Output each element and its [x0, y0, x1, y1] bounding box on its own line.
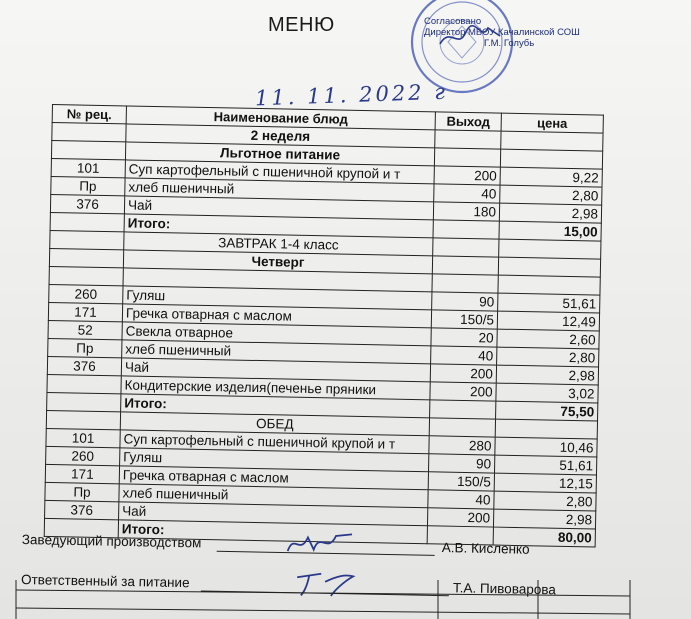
total-label: Итого:: [124, 214, 433, 238]
col-header-price: цена: [501, 113, 603, 133]
dish-name: Чай: [119, 502, 428, 526]
dish-output: 150/5: [428, 472, 494, 491]
dish-output: 200: [434, 166, 500, 185]
dish-output: 40: [434, 184, 500, 203]
dish-price: 2,80: [500, 185, 602, 205]
section-title: Льготное питание: [125, 142, 434, 166]
dish-output: 90: [432, 292, 498, 311]
dish-price: 2,98: [499, 203, 601, 223]
dish-price: 2,98: [493, 509, 595, 529]
dish-price: 2,80: [497, 347, 599, 367]
dish-name: хлеб пшеничный: [119, 484, 428, 508]
dish-output: 40: [431, 346, 497, 365]
menu-date: 11. 11. 2022 г: [254, 79, 449, 111]
dish-name: Суп картофельный с пшеничной крупой и т: [120, 430, 429, 454]
dish-name: Чай: [121, 358, 430, 382]
dish-output: 200: [430, 382, 496, 401]
dish-output: 280: [429, 436, 495, 455]
manager-row: [22, 532, 202, 555]
recipe-code: 171: [45, 464, 119, 483]
meal-title: ЗАВТРАК 1-4 класс: [124, 232, 433, 256]
dish-output: 150/5: [431, 310, 497, 329]
col-header-output: Выход: [435, 112, 501, 131]
total-value: 15,00: [499, 221, 601, 241]
dish-output: 40: [428, 490, 494, 509]
col-header-code: № рец.: [52, 105, 126, 124]
total-value: 80,00: [493, 527, 595, 547]
dish-price: 9,22: [500, 167, 602, 187]
dish-price: 2,60: [497, 329, 599, 349]
dish-name: Гречка отварная с маслом: [119, 466, 428, 490]
recipe-code: 260: [49, 284, 123, 303]
approval-line-2: Директор МБОУ Качалинской СОШ: [424, 27, 580, 38]
recipe-code: 101: [51, 158, 125, 177]
responsible-label: Ответственный за питание: [20, 571, 190, 591]
approval-line-3: Г.М. Голубь: [484, 38, 535, 49]
col-header-name: Наименование блюд: [126, 106, 435, 130]
recipe-code: Пр: [51, 176, 125, 195]
dish-price: 12,15: [494, 473, 596, 493]
bottom-table-lines: [0, 580, 691, 619]
total-value: 75,50: [496, 401, 598, 421]
dish-name: хлеб пшеничный: [122, 340, 431, 364]
dish-name: хлеб пшеничный: [125, 178, 434, 202]
recipe-code: 376: [45, 500, 119, 519]
manager-name: А.В. Кисленко: [441, 540, 530, 557]
recipe-code: [47, 374, 121, 393]
recipe-code: 376: [50, 194, 124, 213]
dish-price: 2,98: [496, 365, 598, 385]
recipe-code: 376: [47, 356, 121, 375]
manager-signature: [280, 525, 361, 561]
recipe-code: 260: [46, 446, 120, 465]
week-label: 2 неделя: [126, 124, 435, 148]
dish-output: 20: [431, 328, 497, 347]
total-label: Итого:: [121, 394, 430, 418]
dish-price: 10,46: [495, 437, 597, 457]
dish-price: 3,02: [496, 383, 598, 403]
recipe-code: Пр: [48, 338, 122, 357]
dish-output: 200: [430, 364, 496, 383]
dish-price: 51,61: [498, 293, 600, 313]
menu-table: [44, 104, 604, 548]
recipe-code: Пр: [45, 482, 119, 501]
dish-name: Чай: [124, 196, 433, 220]
dish-name: Суп картофельный с пшеничной крупой и т: [125, 160, 434, 184]
dish-name: Гуляш: [120, 448, 429, 472]
dish-name: Кондитерские изделия(печенье пряники: [121, 376, 430, 400]
meal-title: ОБЕД: [120, 412, 429, 436]
day-label: Четверг: [123, 250, 432, 274]
dish-output: 90: [429, 454, 495, 473]
recipe-code: 171: [48, 302, 122, 321]
dish-price: 51,61: [494, 455, 596, 475]
dish-name: Гречка отварная с маслом: [122, 304, 431, 328]
director-signature: [436, 22, 506, 52]
dish-price: 12,49: [497, 311, 599, 331]
dish-name: Свекла отварное: [122, 322, 431, 346]
dish-output: 180: [433, 202, 499, 221]
approval-line-1: Согласовано: [424, 16, 482, 27]
dish-price: 2,80: [494, 491, 596, 511]
document-title: МЕНЮ: [268, 14, 335, 36]
dish-name: Гуляш: [123, 286, 432, 310]
total-label: Итого:: [118, 520, 427, 544]
responsible-name: Т.А. Пивоварова: [452, 580, 556, 598]
manager-label: Заведующий производством: [21, 532, 202, 551]
recipe-code: 101: [46, 428, 120, 447]
recipe-code: 52: [48, 320, 122, 339]
dish-output: 200: [427, 508, 493, 527]
